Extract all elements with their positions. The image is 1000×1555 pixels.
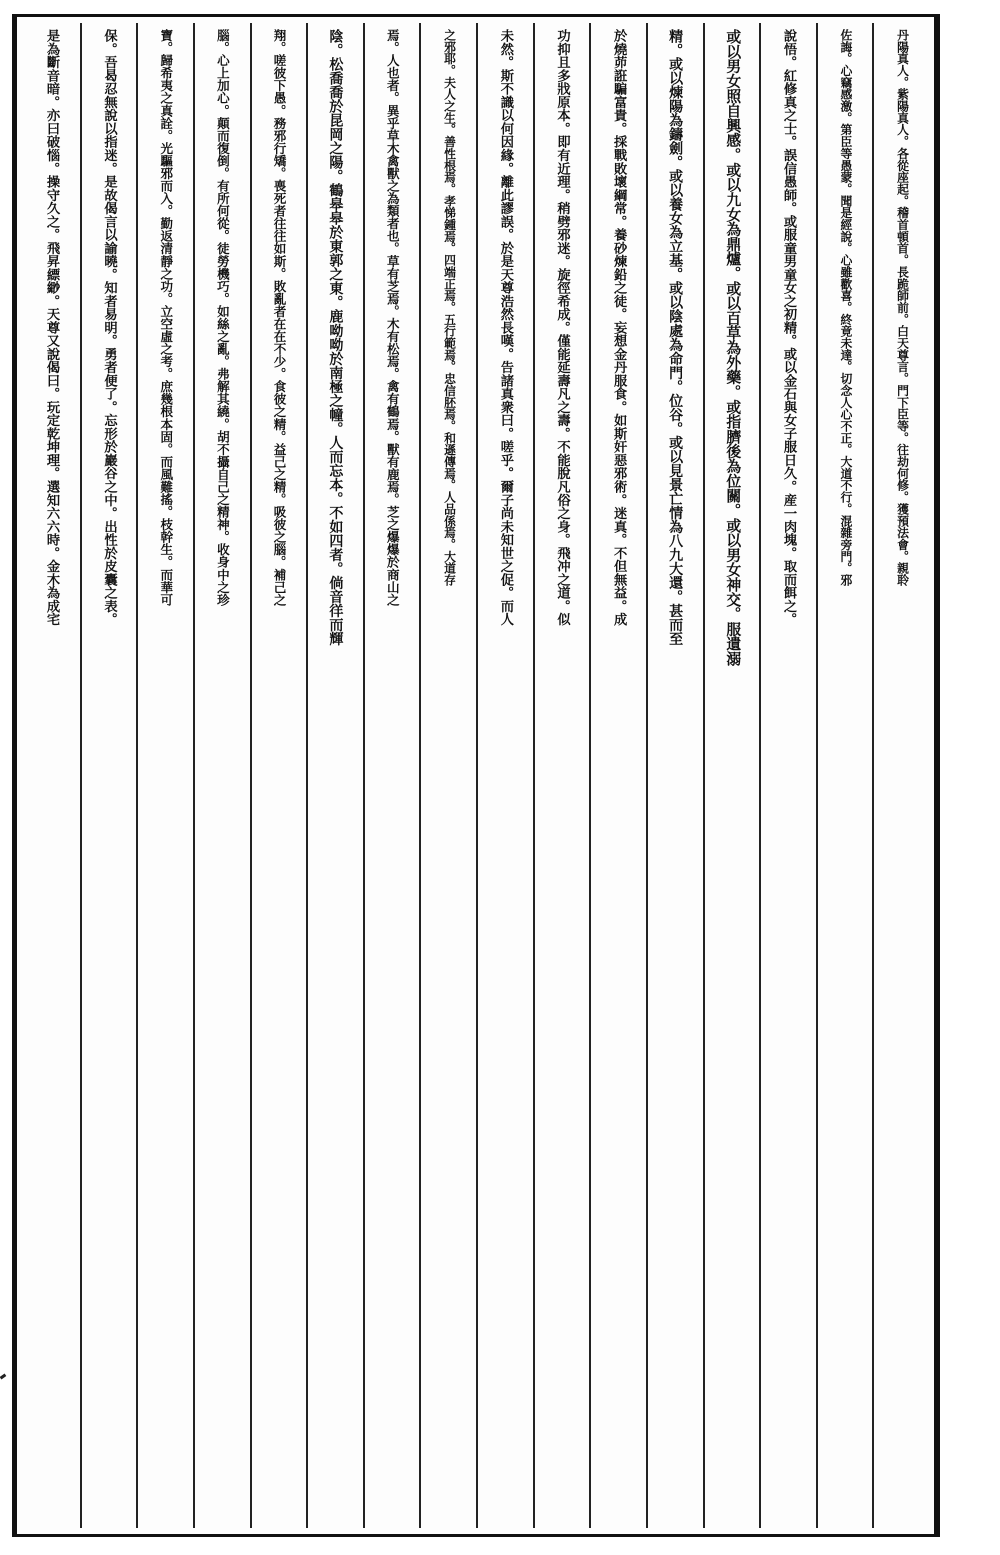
- column-text: 或以男女照自興感。或以九女為鼎爐。或以百草為外藥。或指臍後為位關。或以男女神交。服遺溺: [724, 29, 742, 666]
- column-text: 功抑且多戕原本。即有近理。稍劈邪迷。旋徑希成。僅能延壽凡之壽。不能脫凡俗之身。飛冲之道。似: [554, 29, 570, 626]
- column-text: 是為斷音暗。亦曰破惱。操守久之。飛昇縹緲。天尊又說偈曰。玩定乾坤理。選知六六時。金木為成宅: [43, 29, 59, 626]
- column-text: 焉。人也者。異乎草木禽獸之為類者也。草有芝焉。木有松焉。禽有鶴焉。獸有鹿焉。芝之爆爆於商山之: [385, 29, 401, 606]
- text-column-11: [306, 23, 363, 1528]
- text-column-13: [193, 23, 250, 1528]
- text-column-16: [23, 23, 80, 1528]
- column-text: 陰。松喬喬於昆岡之陽。鶴皋皋於東郭之東。鹿呦呦於南極之幢。人而忘本。不如四者。倘音徉而輝: [327, 29, 344, 646]
- column-text: 腦。心上加心。顛而復倒。有所何從。徒勞機巧。如絲之亂。弗解其繞。胡不攝自己之精神。收身中之珍: [215, 29, 231, 606]
- text-column-3: [759, 23, 816, 1528]
- column-text: 丹陽真人。紫陽真人。各從座起。稽首頓首。長跪師前。白天尊言。門下臣等。往劫何修。獲預法會。親聆: [895, 29, 910, 586]
- text-column-15: [80, 23, 137, 1528]
- column-text: 於燒茆誑騙富貴。採戰敗壞綱常。養砂煉鉛之徒。妄想金丹服食。如斯奸惡邪術。迷真。不但無益。成: [611, 29, 627, 626]
- page-frame: [12, 14, 940, 1537]
- text-column-14: [136, 23, 193, 1528]
- text-columns: [23, 23, 929, 1528]
- text-column-5: [646, 23, 703, 1528]
- column-text: 之邪耶。夫人之生。善性根焉。孝悌鍾焉。四端正焉。五行範焉。忠信胚焉。和遜傳焉。人品係焉。大道存: [442, 29, 457, 586]
- text-column-9: [419, 23, 476, 1528]
- text-column-12: [250, 23, 307, 1528]
- text-column-1: [872, 23, 929, 1528]
- text-column-2: [816, 23, 873, 1528]
- text-column-8: [476, 23, 533, 1528]
- text-column-4: [703, 23, 760, 1528]
- scan-mark: [0, 1374, 6, 1380]
- column-text: 佐誨。心竊感激。第臣等愚蒙。聞是經說。心雖歡喜。終竟未達。切念人心不正。大道不行。混雜旁門。邪: [838, 29, 853, 586]
- text-column-10: [363, 23, 420, 1528]
- column-text: 精。或以煉陽為鑄劍。或以養女為立基。或以陰處為命門。位谷。或以見景亡情為八九大還。甚而至: [667, 29, 684, 646]
- text-column-7: [533, 23, 590, 1528]
- column-text: 寶。歸希夷之真詮。光驅邪而入。勤返清靜之功。立空虛之考。庶幾根本固。而風難搖。枝幹生。而華可: [158, 29, 174, 606]
- column-text: 保。吾曷忍無說以指迷。是故偈言以諭曉。知者易明。勇者便了。忘形於巖谷之中。出性於皮囊之表。: [101, 29, 117, 626]
- column-text: 翔。嗟彼下愚。務邪行矯。喪死者往往如斯。敗亂者在在不少。食彼之精。益己之精。吸彼之腦。補己之: [272, 29, 288, 606]
- column-text: 說悟。紅修真之士。誤信愚師。或服童男童女之初精。或以金石與女子服日久。産一肉塊。取而餌之。: [781, 29, 797, 626]
- column-text: 未然。斯不識以何因緣。離此謬誤。於是天尊浩然長嘆。告諸真衆曰。嗟乎。爾子尚未知世之促。而人: [497, 29, 513, 626]
- text-column-6: [589, 23, 646, 1528]
